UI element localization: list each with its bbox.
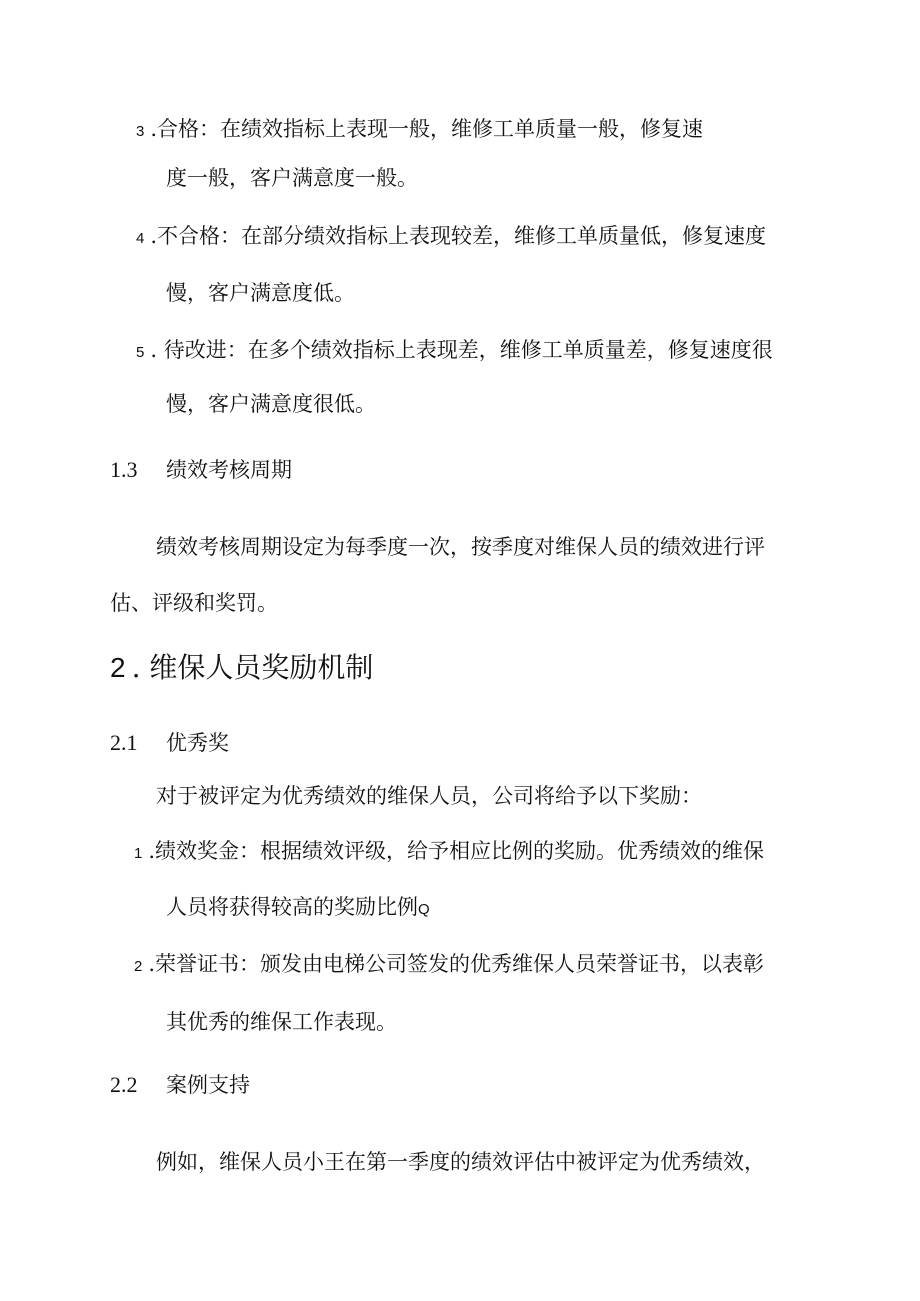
section-number: 1.3 <box>110 457 138 482</box>
section-title: . 维保人员奖励机制 <box>131 651 374 684</box>
paragraph-period: 绩效考核周期设定为每季度一次，按季度对维保人员的绩效进行评 <box>156 535 765 559</box>
list-item-text: .不合格：在部分绩效指标上表现较差，维修工单质量低，修复速度 <box>150 224 767 248</box>
section-heading-2-2 <box>110 1071 250 1099</box>
section-number: 2 <box>110 652 126 683</box>
paragraph-period-continuation: 估、评级和奖罚。 <box>110 591 278 615</box>
list-item-text: .荣誉证书：颁发由电梯公司签发的优秀维保人员荣誉证书，以表彰 <box>148 952 765 976</box>
list-item-grade-4-continuation: 慢，客户满意度低。 <box>166 281 355 305</box>
paragraph-reward-intro: 对于被评定为优秀绩效的维保人员，公司将给予以下奖励： <box>156 784 702 808</box>
section-title: 案例支持 <box>166 1073 250 1097</box>
list-item-grade-4 <box>136 222 766 253</box>
section-heading-1-3 <box>110 456 292 484</box>
section-heading-2-1 <box>110 729 229 757</box>
section-number: 2.1 <box>110 730 138 755</box>
list-item-grade-3-continuation: 度一般，客户满意度一般。 <box>166 166 418 190</box>
list-item-reward-1-continuation <box>166 893 430 924</box>
list-number: 5 <box>136 344 145 361</box>
list-item-text: 人员将获得较高的奖励比例 <box>166 895 418 919</box>
list-number: 3 <box>136 123 145 140</box>
list-item-text: .合格：在绩效指标上表现一般，维修工单质量一般，修复速 <box>150 117 704 141</box>
list-number: 4 <box>136 230 145 247</box>
list-item-grade-5 <box>136 336 773 367</box>
section-number: 2.2 <box>110 1072 138 1097</box>
section-heading-2 <box>110 651 373 685</box>
paragraph-case: 例如，维保人员小王在第一季度的绩效评估中被评定为优秀绩效， <box>156 1150 765 1174</box>
list-item-reward-1 <box>134 837 764 868</box>
list-item-grade-5-continuation: 慢，客户满意度很低。 <box>166 392 376 416</box>
section-title: 绩效考核周期 <box>166 458 292 482</box>
list-item-tail: Q <box>418 901 430 918</box>
list-item-reward-2-continuation: 其优秀的维保工作表现。 <box>166 1010 397 1034</box>
list-item-text: .绩效奖金：根据绩效评级，给予相应比例的奖励。优秀绩效的维保 <box>148 839 765 863</box>
list-number: 1 <box>134 845 143 862</box>
list-number: 2 <box>134 958 143 975</box>
list-item-text: . 待改进：在多个绩效指标上表现差，维修工单质量差，修复速度很 <box>150 338 773 362</box>
list-item-grade-3 <box>136 115 703 146</box>
list-item-reward-2 <box>134 950 764 981</box>
section-title: 优秀奖 <box>166 731 229 755</box>
